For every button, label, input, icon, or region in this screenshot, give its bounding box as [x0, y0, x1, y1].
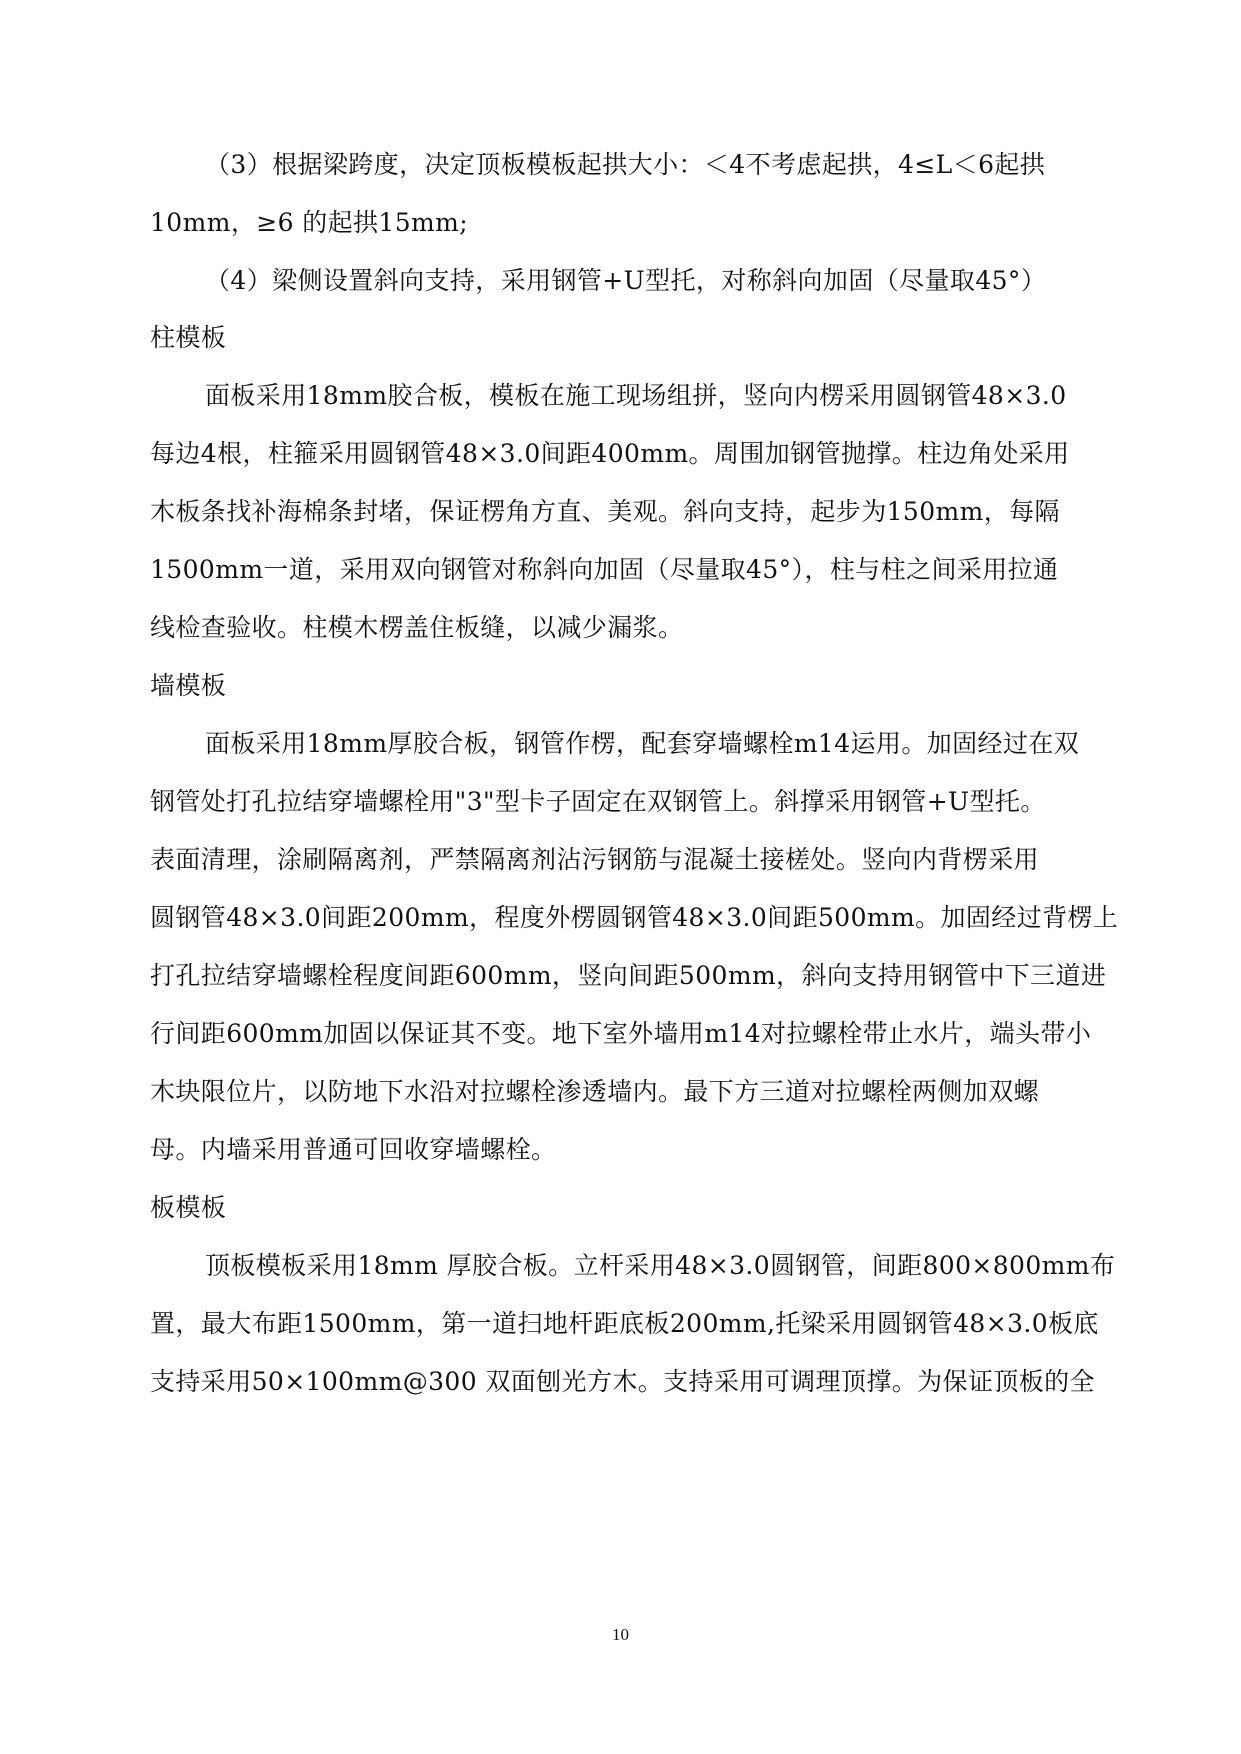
- wall-paragraph-line1: 面板采用18mm厚胶合板，钢管作楞，配套穿墙螺栓m14运用。加固经过在双: [205, 729, 1080, 758]
- column-paragraph-line4: 1500mm一道，采用双向钢管对称斜向加固（尽量取45°），柱与柱之间采用拉通: [150, 555, 1059, 584]
- column-paragraph-line3: 木板条找补海棉条封堵，保证楞角方直、美观。斜向支持，起步为150mm，每隔: [150, 497, 1060, 526]
- wall-paragraph-line4: 圆钢管48×3.0间距200mm，程度外楞圆钢管48×3.0间距500mm。加固经过背楞上: [150, 903, 1119, 932]
- wall-paragraph-line6: 行间距600mm加固以保证其不变。地下室外墙用m14对拉螺栓带止水片，端头带小: [150, 1019, 1092, 1048]
- wall-paragraph-line8: 母。内墙采用普通可回收穿墙螺栓。: [150, 1135, 557, 1164]
- beam-item4-line1: （4）梁侧设置斜向支持，采用钢管+U型托，对称斜向加固（尽量取45°）: [205, 266, 1047, 295]
- column-paragraph-line5: 线检查验收。柱模木楞盖住板缝，以减少漏浆。: [150, 613, 684, 642]
- column-paragraph-line1: 面板采用18mm胶合板，模板在施工现场组拼，竖向内楞采用圆钢管48×3.0: [205, 381, 1067, 410]
- page-number: 10: [612, 1625, 629, 1644]
- wall-paragraph-line3: 表面清理，涂刷隔离剂，严禁隔离剂沾污钢筋与混凝土接槎处。竖向内背楞采用: [150, 845, 1040, 874]
- slab-formwork-heading: 板模板: [150, 1193, 227, 1222]
- slab-paragraph-line2: 置，最大布距1500mm，第一道扫地杆距底板200mm,托梁采用圆钢管48×3.0板底: [150, 1309, 1099, 1338]
- beam-item3-line1: （3）根据梁跨度，决定顶板模板起拱大小：＜4不考虑起拱，4≤L＜6起拱: [205, 150, 1046, 179]
- beam-item3-line2: 10mm，≥6 的起拱15mm;: [150, 208, 469, 237]
- wall-paragraph-line7: 木块限位片，以防地下水沿对拉螺栓渗透墙内。最下方三道对拉螺栓两侧加双螺: [150, 1077, 1040, 1106]
- wall-formwork-heading: 墙模板: [150, 671, 227, 700]
- slab-paragraph-line1: 顶板模板采用18mm 厚胶合板。立杆采用48×3.0圆钢管，间距800×800mm布: [205, 1251, 1116, 1280]
- column-formwork-heading: 柱模板: [150, 323, 227, 352]
- wall-paragraph-line2: 钢管处打孔拉结穿墙螺栓用"3"型卡子固定在双钢管上。斜撑采用钢管+U型托。: [150, 787, 1046, 816]
- wall-paragraph-line5: 打孔拉结穿墙螺栓程度间距600mm，竖向间距500mm，斜向支持用钢管中下三道进: [150, 961, 1107, 990]
- slab-paragraph-line3: 支持采用50×100mm@300 双面刨光方木。支持采用可调理顶撑。为保证顶板的全: [150, 1367, 1095, 1396]
- column-paragraph-line2: 每边4根，柱箍采用圆钢管48×3.0间距400mm。周围加钢管抛撑。柱边角处采用: [150, 439, 1070, 468]
